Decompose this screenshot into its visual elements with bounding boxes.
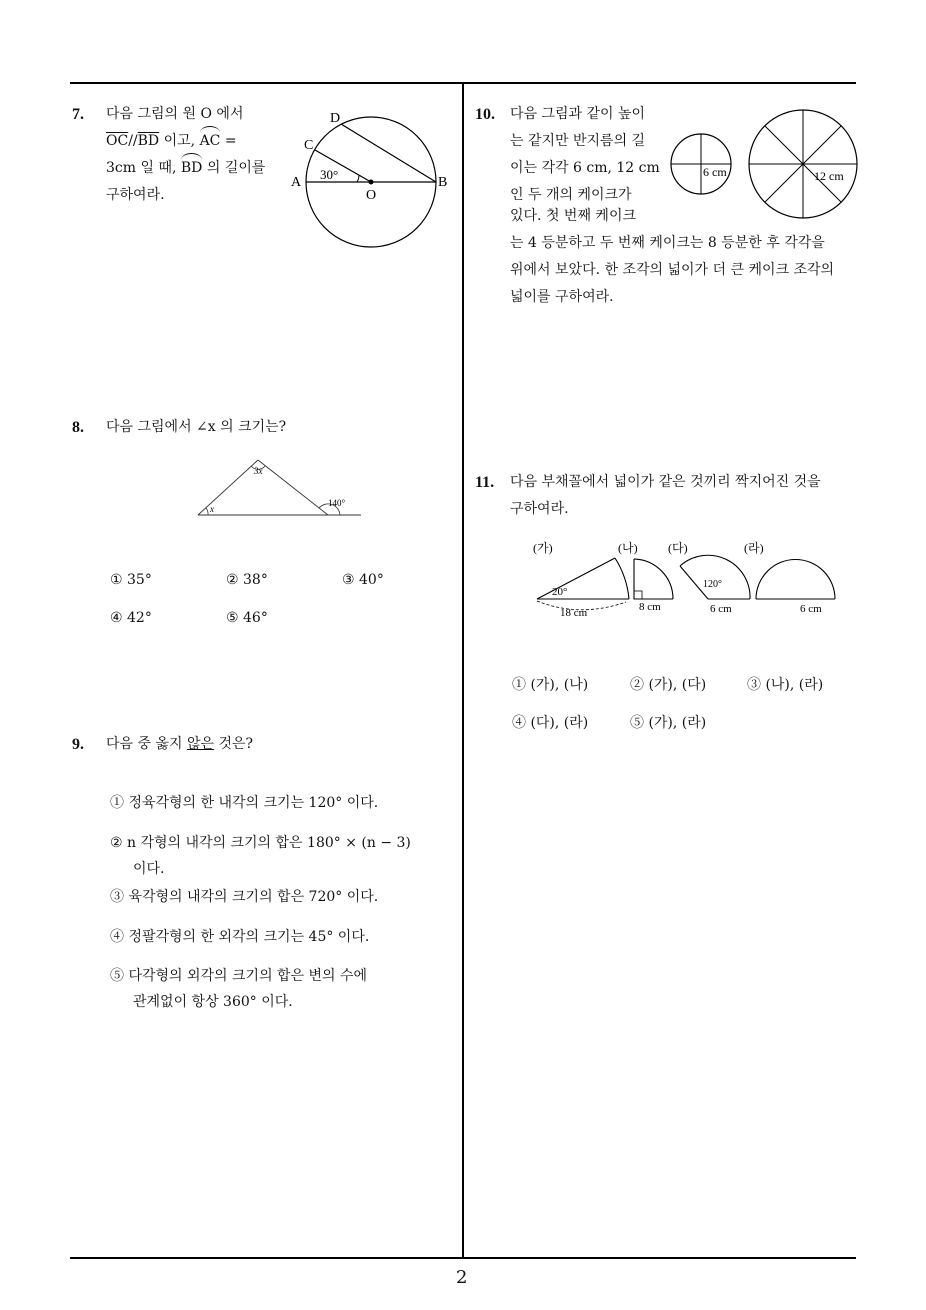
right-side	[258, 460, 328, 515]
small-radius-label: 6 cm	[703, 165, 727, 179]
q7-number: 7.	[72, 106, 84, 123]
label-140: 140°	[328, 498, 346, 508]
q9-choice-5[interactable]: ⑤ 다각형의 외각의 크기의 합은 변의 수에	[110, 968, 368, 984]
q8-choice-4[interactable]: ④ 42°	[110, 610, 152, 626]
label-da: (다)	[668, 541, 688, 555]
angle-arc	[357, 175, 359, 182]
q9-text: 다음 중 옳지 않은 것은?	[106, 736, 254, 752]
q10-line5: 있다. 첫 번째 케이크	[510, 208, 636, 224]
q10-line3: 이는 각각 6 cm, 12 cm	[510, 160, 660, 176]
label-c: C	[304, 138, 314, 153]
q8-choice-5[interactable]: ⑤ 46°	[226, 610, 268, 626]
q11-line2: 구하여라.	[510, 501, 569, 517]
label-a: A	[291, 175, 302, 190]
q11-sectors-figure	[530, 538, 850, 623]
q9-choice-2[interactable]: ② n 각형의 내각의 크기의 합은 180° × (n − 3)	[110, 835, 411, 851]
bottom-rule	[70, 1257, 856, 1259]
q9-choice-2-cont: 이다.	[133, 861, 165, 877]
left-side	[198, 460, 258, 515]
q10-line6: 는 4 등분하고 두 번째 케이크는 8 등분한 후 각각을	[510, 235, 825, 251]
sector-ra	[756, 560, 835, 616]
q7-line3: 3cm 일 때, BD 의 길이를	[106, 155, 265, 182]
label-ra: (라)	[744, 541, 764, 555]
q9-choice-4[interactable]: ④ 정팔각형의 한 외각의 크기는 45° 이다.	[110, 929, 370, 945]
angle-120: 120°	[703, 579, 722, 590]
q11-choice-4[interactable]: ④ (다), (라)	[512, 715, 589, 731]
radius-6a: 6 cm	[710, 603, 732, 615]
q10-line2: 는 같지만 반지름의 길	[510, 133, 646, 149]
label-b: B	[438, 175, 448, 190]
q11-choice-1[interactable]: ① (가), (나)	[512, 677, 589, 693]
small-cake	[671, 134, 731, 194]
label-x: x	[210, 504, 214, 514]
q8-number: 8.	[72, 419, 84, 436]
q9-choice-5-cont: 관계없이 항상 360° 이다.	[133, 994, 293, 1010]
q8-choice-3[interactable]: ③ 40°	[342, 572, 384, 588]
q10-line1: 다음 그림과 같이 높이	[510, 106, 646, 122]
label-d: D	[330, 111, 341, 126]
arc-bd: BD	[181, 155, 203, 182]
q11-choice-3[interactable]: ③ (나), (라)	[747, 677, 824, 693]
q10-number: 10.	[475, 106, 495, 123]
q8-triangle-figure	[195, 455, 365, 520]
q7-line2: $\overline{OC}//\overline{BD}$ 이고, AC =	[106, 128, 237, 155]
q11-choice-2[interactable]: ② (가), (다)	[630, 677, 707, 693]
q7-circle-figure	[290, 105, 450, 255]
radius-8: 8 cm	[639, 601, 661, 613]
label-ga: (가)	[533, 541, 553, 555]
radius-6b: 6 cm	[800, 603, 822, 615]
q9-choice-3[interactable]: ③ 육각형의 내각의 크기의 합은 720° 이다.	[110, 889, 379, 905]
q9-choice-1[interactable]: ① 정육각형의 한 내각의 크기는 120° 이다.	[110, 795, 379, 811]
label-na: (나)	[618, 541, 638, 555]
sector-ga	[537, 558, 629, 619]
sector-da	[680, 555, 750, 615]
arc-ac: AC	[200, 128, 221, 155]
q10-line7: 위에서 보았다. 한 조각의 넓이가 더 큰 케이크 조각의	[510, 262, 835, 278]
column-divider	[462, 82, 464, 1258]
label-o: O	[366, 188, 377, 203]
page-number: 2	[456, 1267, 468, 1288]
radius-18: 18 cm	[560, 607, 588, 619]
q10-line4: 인 두 개의 케이크가	[510, 187, 632, 203]
sector-na	[634, 559, 673, 613]
segment-oc: $\overline{OC}$	[106, 133, 129, 149]
q11-number: 11.	[475, 474, 495, 491]
q7-line1: 다음 그림의 원 O 에서	[106, 106, 244, 122]
q9-number: 9.	[72, 736, 84, 753]
large-radius-label: 12 cm	[814, 169, 844, 183]
center-dot	[369, 180, 374, 185]
q7-line4: 구하여라.	[106, 187, 165, 203]
q8-text: 다음 그림에서 ∠x 의 크기는?	[106, 419, 287, 435]
angle-20: 20°	[552, 586, 568, 598]
segment-bd: $\overline{BD}$	[137, 133, 160, 149]
label-30: 30°	[320, 167, 339, 182]
q11-line1: 다음 부채꼴에서 넓이가 같은 것끼리 짝지어진 것을	[510, 474, 821, 490]
label-3x: 3x	[254, 466, 263, 476]
angle-x-arc	[206, 508, 208, 515]
large-cake	[749, 110, 857, 218]
q8-choice-2[interactable]: ② 38°	[226, 572, 268, 588]
q8-choice-1[interactable]: ① 35°	[110, 572, 152, 588]
q11-choice-5[interactable]: ⑤ (가), (라)	[630, 715, 707, 731]
q10-line8: 넓이를 구하여라.	[510, 289, 614, 305]
emphasis-not: 않은	[186, 736, 215, 752]
q10-cakes-figure	[668, 110, 863, 225]
